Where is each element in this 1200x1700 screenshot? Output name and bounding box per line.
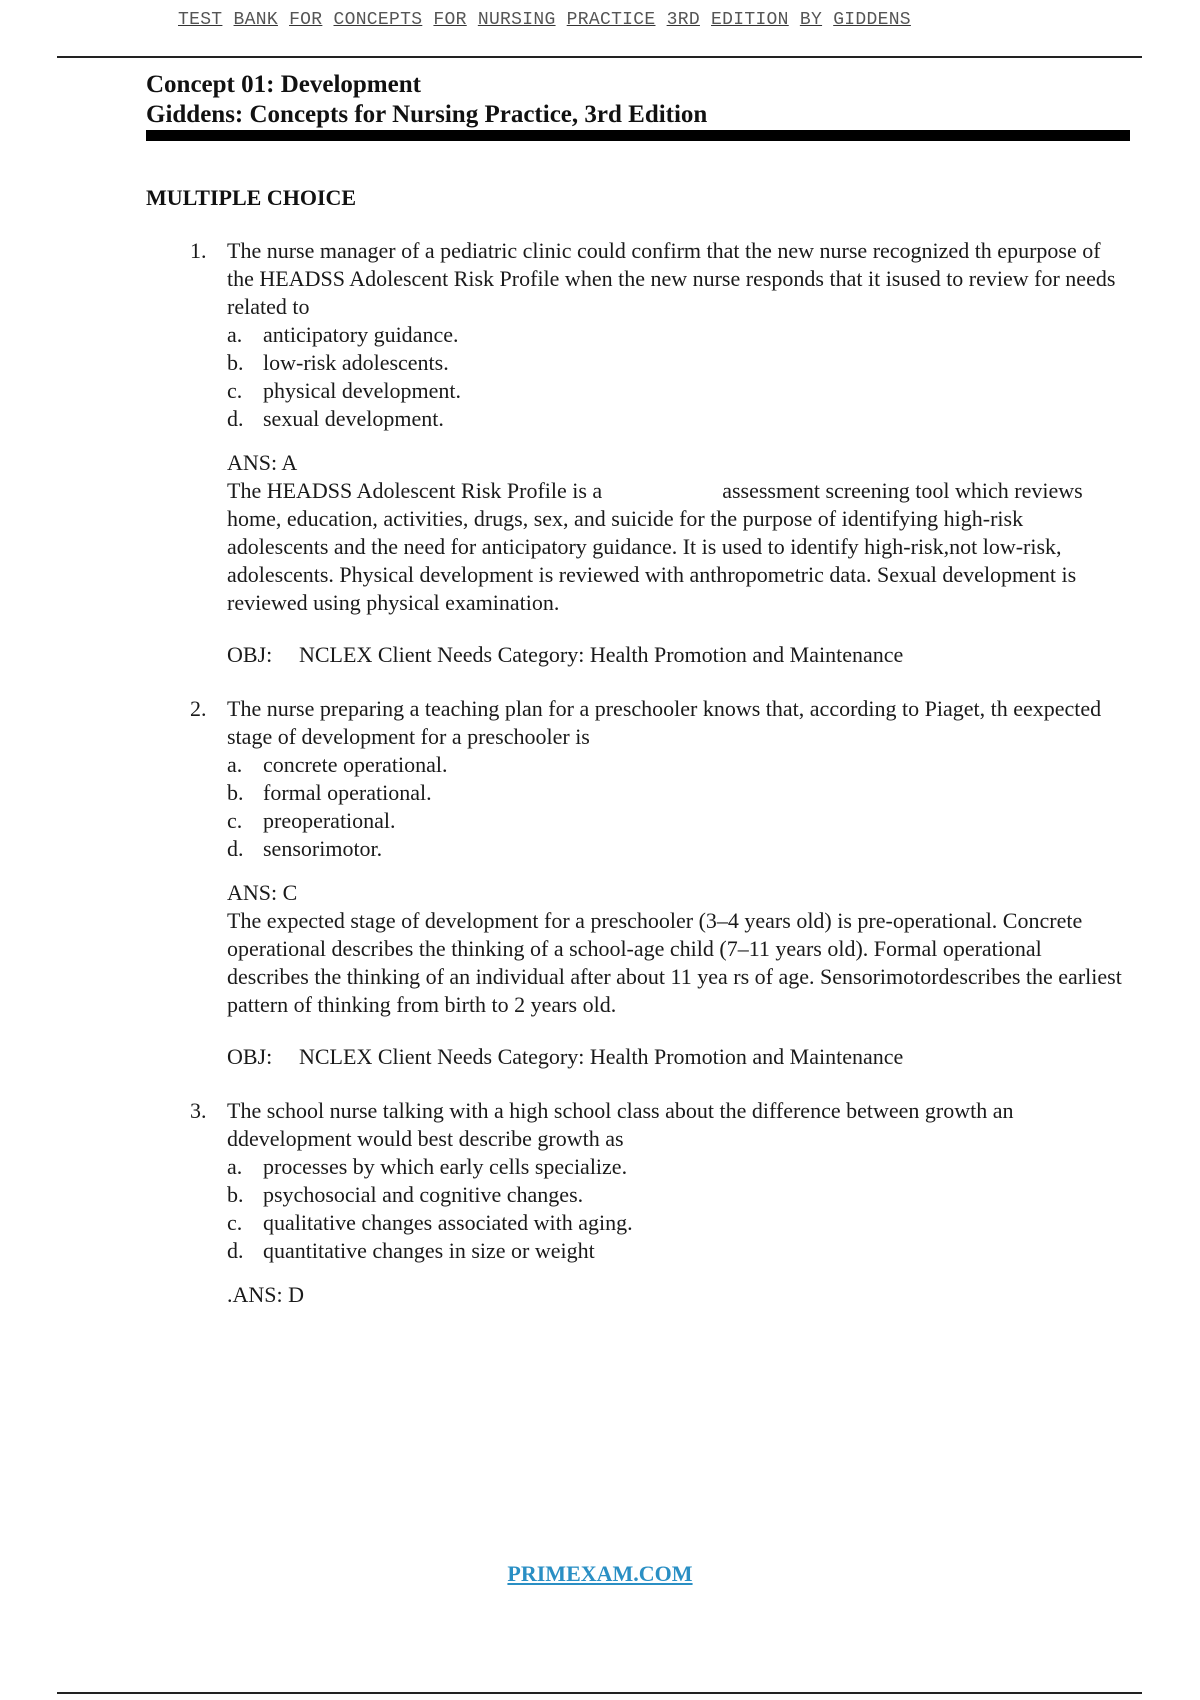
header-word: BY xyxy=(799,10,823,30)
bottom-divider xyxy=(57,1692,1142,1694)
question-number: 3. xyxy=(190,1098,207,1123)
question-stem: The nurse manager of a pediatric clinic could confirm that the new nurse recognized th epurpose of the HEADSS Adolescent Risk Profile when the new nurse responds that it isused to review for needs related to xyxy=(227,238,1116,319)
option-text: sexual development. xyxy=(263,406,444,431)
option-list xyxy=(227,321,1127,433)
option-text: formal operational. xyxy=(263,780,432,805)
option-letter: d. xyxy=(227,836,244,861)
header-word: CONCEPTS xyxy=(333,10,423,30)
top-divider xyxy=(57,56,1142,58)
running-header xyxy=(178,10,911,30)
question-number: 1. xyxy=(190,238,207,263)
option-text: sensorimotor. xyxy=(263,836,383,861)
question-list xyxy=(146,237,1146,1335)
book-title: Giddens: Concepts for Nursing Practice, 3rd Edition xyxy=(146,101,708,128)
option-d xyxy=(227,835,1127,863)
option-list xyxy=(227,751,1127,863)
option-text: quantitative changes in size or weight xyxy=(263,1238,595,1263)
answer-key: ANS: C xyxy=(227,880,298,905)
question-body xyxy=(227,695,1127,1071)
header-word: FOR xyxy=(433,10,467,30)
option-letter: d. xyxy=(227,1238,244,1263)
option-letter: c. xyxy=(227,1210,243,1235)
option-text: physical development. xyxy=(263,378,461,403)
option-a xyxy=(227,751,1127,779)
rationale xyxy=(227,477,1127,617)
option-letter: b. xyxy=(227,780,244,805)
option-a xyxy=(227,1153,1127,1181)
option-c xyxy=(227,807,1127,835)
option-letter: b. xyxy=(227,1182,244,1207)
option-d xyxy=(227,1237,1127,1265)
option-text: qualitative changes associated with aging. xyxy=(263,1210,633,1235)
option-text: psychosocial and cognitive changes. xyxy=(263,1182,584,1207)
answer-key: .ANS: D xyxy=(227,1282,305,1307)
header-word: FOR xyxy=(289,10,323,30)
objective-text: NCLEX Client Needs Category: Health Promotion and Maintenance xyxy=(299,1044,904,1069)
option-text: low-risk adolescents. xyxy=(263,350,449,375)
option-text: anticipatory guidance. xyxy=(263,322,459,347)
answer-key: ANS: A xyxy=(227,450,298,475)
header-word: 3RD xyxy=(666,10,700,30)
option-b xyxy=(227,779,1127,807)
option-list xyxy=(227,1153,1127,1265)
option-b xyxy=(227,349,1127,377)
objective-text: NCLEX Client Needs Category: Health Promotion and Maintenance xyxy=(299,642,904,667)
header-word: TEST xyxy=(178,10,223,30)
option-b xyxy=(227,1181,1127,1209)
option-text: processes by which early cells specialize. xyxy=(263,1154,628,1179)
objective-label: OBJ: xyxy=(227,1044,273,1069)
option-letter: d. xyxy=(227,406,244,431)
objective-label: OBJ: xyxy=(227,642,273,667)
question-number: 2. xyxy=(190,696,207,721)
question-body xyxy=(227,1097,1127,1309)
rationale: The expected stage of development for a preschooler (3–4 years old) is pre-operational. Concrete operational describes the thinking of a school-age child (7–11 years old). Formal operational describes the thinking of an individual after about 11 yea rs of age. Sensorimotordescribes the earliest pattern of thinking from birth to 2 years old. xyxy=(227,908,1122,1017)
option-letter: a. xyxy=(227,752,243,777)
option-letter: b. xyxy=(227,350,244,375)
option-letter: a. xyxy=(227,322,243,347)
header-word: NURSING xyxy=(477,10,556,30)
document-title xyxy=(146,70,1130,130)
header-word: BANK xyxy=(233,10,278,30)
option-c xyxy=(227,1209,1127,1237)
header-word: PRACTICE xyxy=(566,10,656,30)
header-word: EDITION xyxy=(711,10,789,30)
question-2 xyxy=(146,695,1146,1071)
concept-title: Concept 01: Development xyxy=(146,71,421,98)
question-1 xyxy=(146,237,1146,669)
question-stem: The school nurse talking with a high school class about the difference between growth an ddevelopment would best describe growth as xyxy=(227,1098,1014,1151)
rationale-part-1: The HEADSS Adolescent Risk Profile is a xyxy=(227,478,603,503)
footer-site-link[interactable]: PRIMEXAM.COM xyxy=(507,1561,693,1586)
option-letter: a. xyxy=(227,1154,243,1179)
header-word: GIDDENS xyxy=(833,10,911,30)
question-3 xyxy=(146,1097,1146,1309)
option-text: preoperational. xyxy=(263,808,396,833)
objective xyxy=(227,1043,1127,1071)
question-body xyxy=(227,237,1127,669)
option-c xyxy=(227,377,1127,405)
option-a xyxy=(227,321,1127,349)
option-letter: c. xyxy=(227,808,243,833)
option-letter: c. xyxy=(227,378,243,403)
section-heading: MULTIPLE CHOICE xyxy=(146,185,357,210)
question-stem: The nurse preparing a teaching plan for a preschooler knows that, according to Piaget, th eexpected stage of development for a preschooler is xyxy=(227,696,1102,749)
objective xyxy=(227,641,1127,669)
option-text: concrete operational. xyxy=(263,752,448,777)
title-underline-bar xyxy=(146,130,1130,141)
rationale-part-2: assessment screening tool which reviews home, education, activities, drugs, sex, and suicide for the purpose of identifying high-risk adolescents and the need for anticipatory guidance. It is used to identify high-risk,not low-risk, adolescents. Physical development is reviewed with anthropometric data. Sexual development is reviewed using physical examination. xyxy=(227,478,1083,615)
option-d xyxy=(227,405,1127,433)
